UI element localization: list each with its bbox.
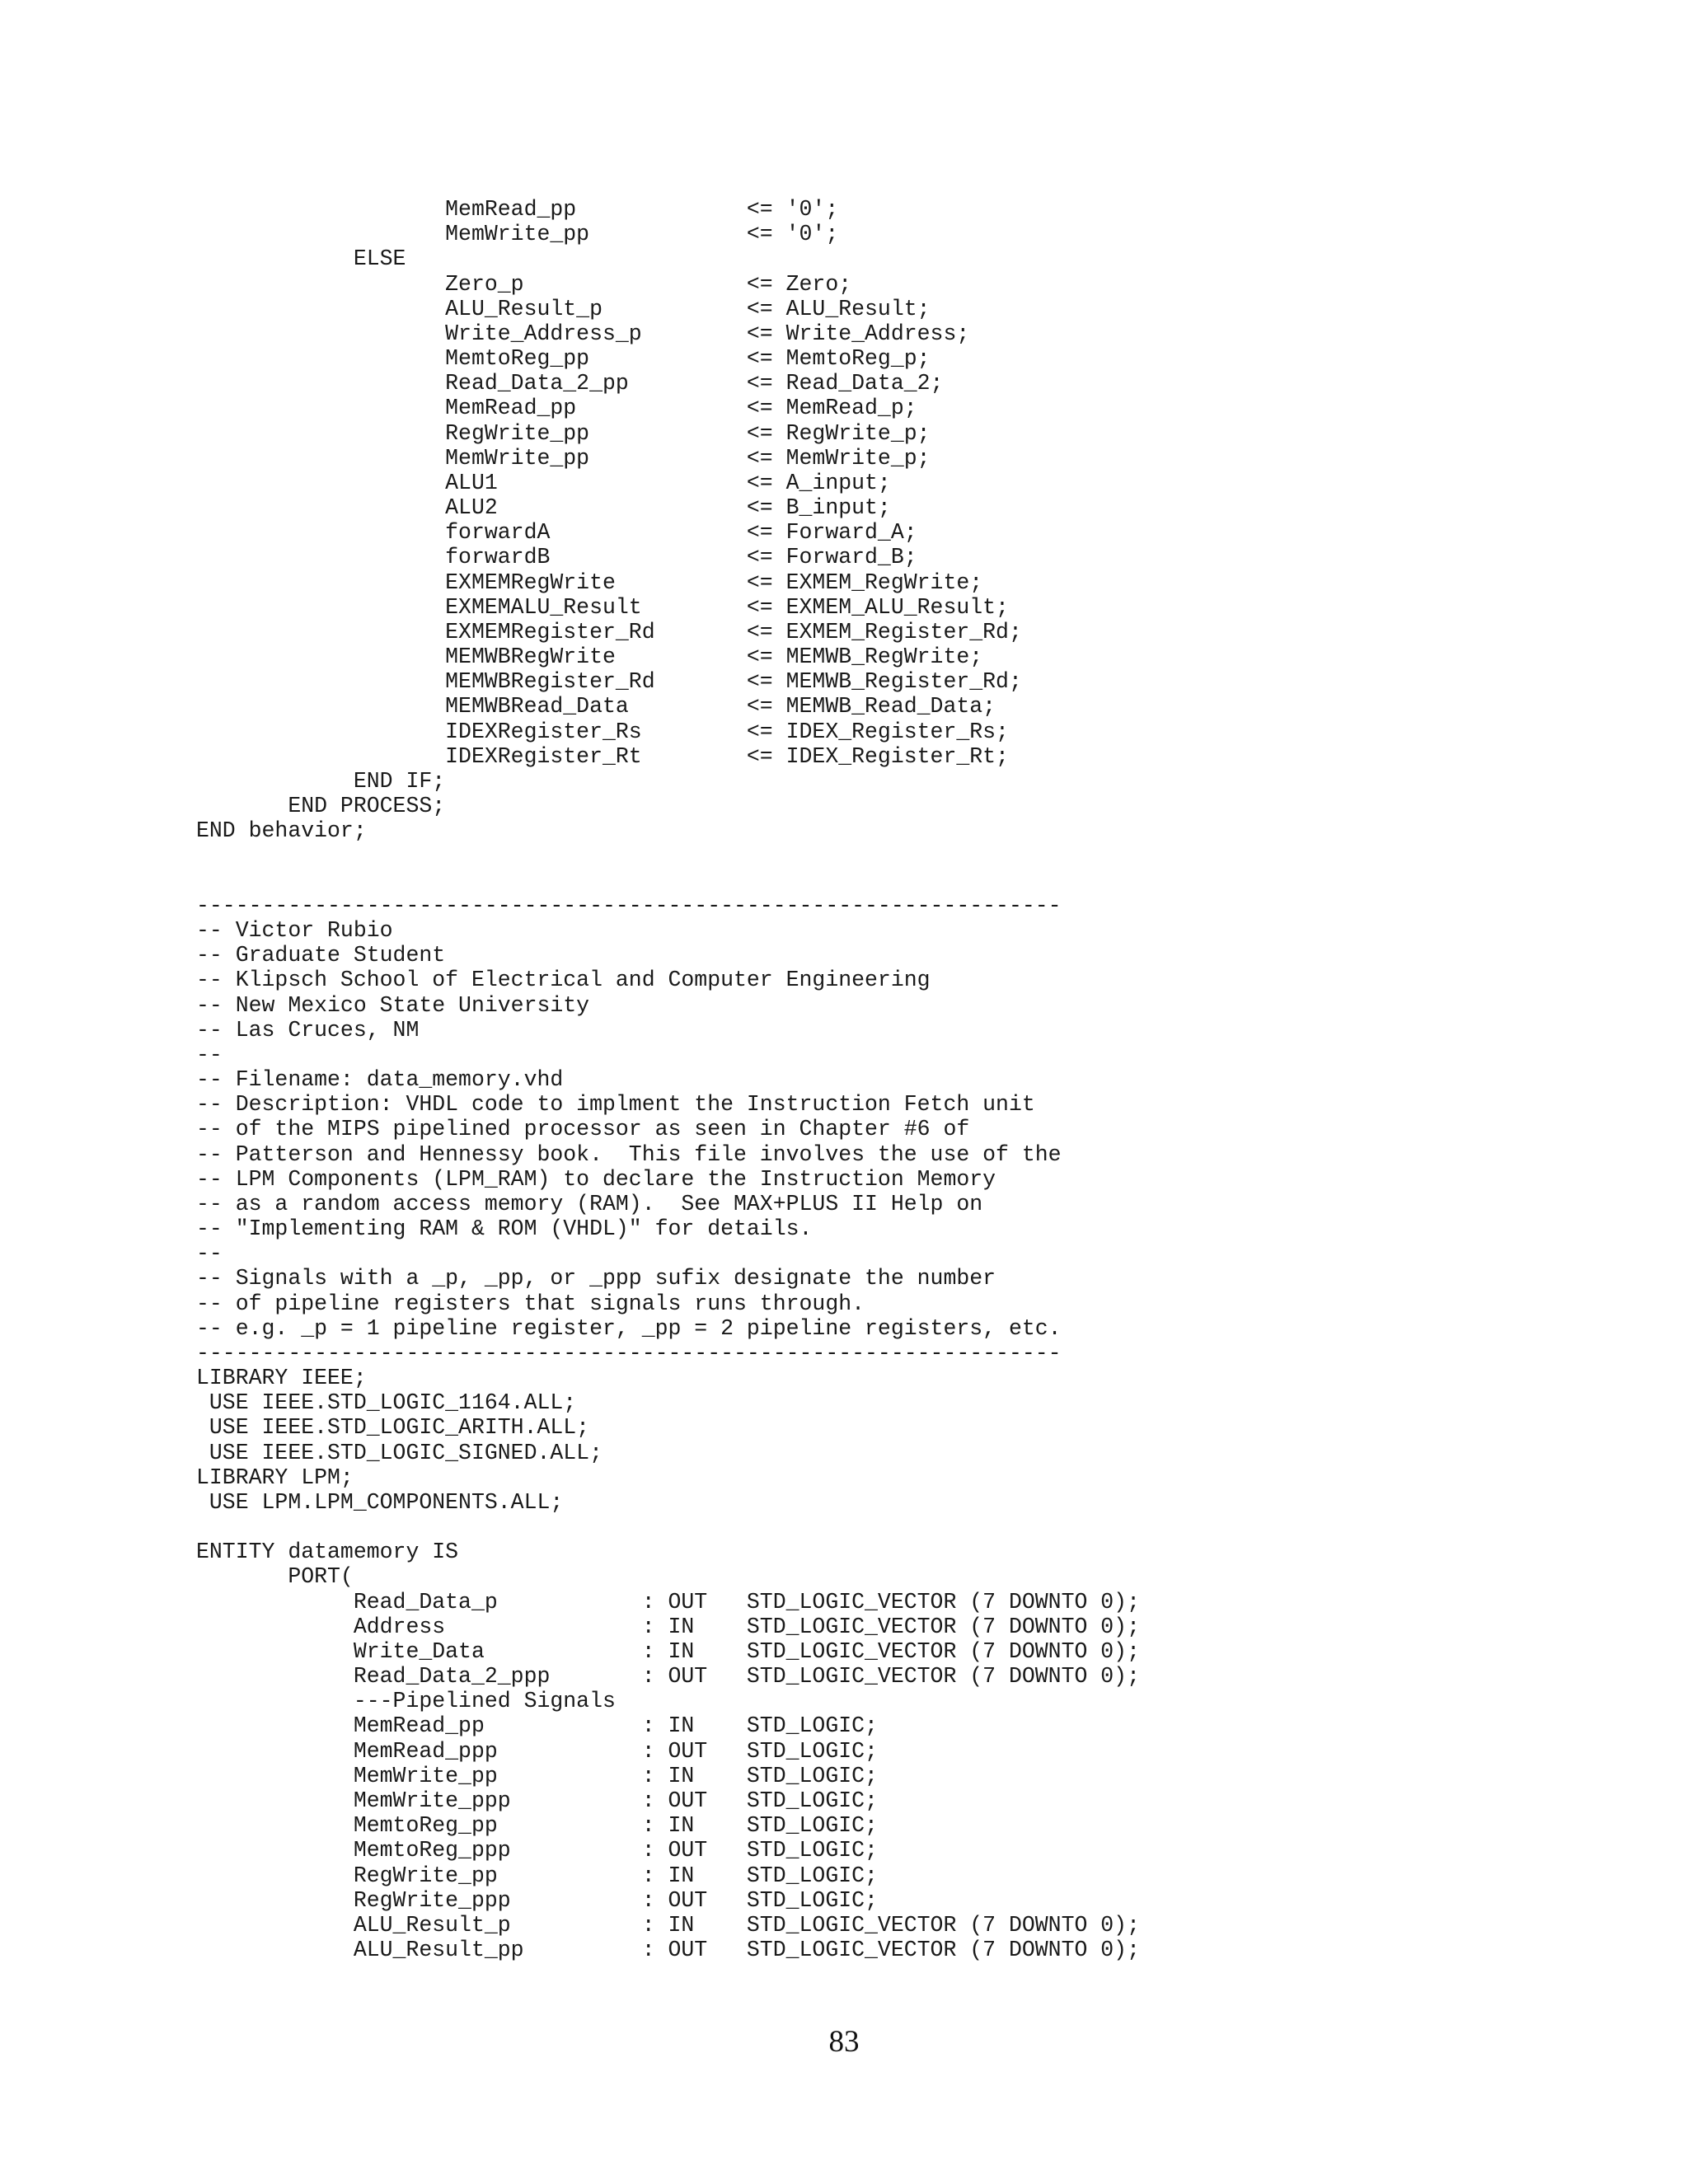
code-line: LIBRARY IEEE; bbox=[196, 1366, 367, 1391]
code-line: MemWrite_pp : IN STD_LOGIC; bbox=[196, 1763, 878, 1788]
code-line: USE LPM.LPM_COMPONENTS.ALL; bbox=[196, 1489, 564, 1515]
code-line: -- Description: VHDL code to implment the Instruction Fetch unit bbox=[196, 1092, 1035, 1118]
code-line: MemtoReg_pp : IN STD_LOGIC; bbox=[196, 1813, 878, 1839]
code-line: Zero_p <= Zero; bbox=[196, 271, 852, 297]
code-line: ------------------------------------------------------------------ bbox=[196, 1340, 1062, 1366]
code-line: MemRead_pp <= '0'; bbox=[196, 197, 839, 222]
code-line: EXMEMALU_Result <= EXMEM_ALU_Result; bbox=[196, 594, 1009, 620]
code-line bbox=[196, 1515, 1140, 1540]
code-line: Address : IN STD_LOGIC_VECTOR (7 DOWNTO 0); bbox=[196, 1614, 1140, 1639]
code-line: MemWrite_pp <= MemWrite_p; bbox=[196, 445, 931, 471]
code-line: LIBRARY LPM; bbox=[196, 1465, 354, 1490]
code-line bbox=[196, 869, 1140, 893]
code-line: RegWrite_pp <= RegWrite_p; bbox=[196, 420, 931, 446]
code-line: ALU2 <= B_input; bbox=[196, 495, 891, 521]
code-line: END PROCESS; bbox=[196, 794, 446, 819]
code-line: -- LPM Components (LPM_RAM) to declare the Instruction Memory bbox=[196, 1166, 996, 1192]
code-line: MemRead_ppp : OUT STD_LOGIC; bbox=[196, 1738, 878, 1764]
code-line: ALU_Result_p : IN STD_LOGIC_VECTOR (7 DOWNTO 0); bbox=[196, 1912, 1140, 1938]
code-line: Read_Data_p : OUT STD_LOGIC_VECTOR (7 DOWNTO 0); bbox=[196, 1589, 1140, 1615]
code-line: ---Pipelined Signals bbox=[196, 1689, 616, 1714]
code-line: EXMEMRegister_Rd <= EXMEM_Register_Rd; bbox=[196, 619, 1022, 644]
code-line: Write_Address_p <= Write_Address; bbox=[196, 321, 970, 346]
code-line: USE IEEE.STD_LOGIC_ARITH.ALL; bbox=[196, 1415, 590, 1441]
code-line: -- bbox=[196, 1042, 223, 1067]
code-line: -- e.g. _p = 1 pipeline register, _pp = 2 pipeline registers, etc. bbox=[196, 1315, 1062, 1341]
code-line: IDEXRegister_Rt <= IDEX_Register_Rt; bbox=[196, 743, 1009, 769]
code-line: ELSE bbox=[196, 246, 406, 272]
code-line: -- of the MIPS pipelined processor as seen in Chapter #6 of bbox=[196, 1117, 970, 1142]
code-line: forwardB <= Forward_B; bbox=[196, 545, 917, 570]
code-line: MEMWBRegister_Rd <= MEMWB_Register_Rd; bbox=[196, 669, 1022, 695]
code-line: -- New Mexico State University bbox=[196, 992, 590, 1018]
code-line: RegWrite_pp : IN STD_LOGIC; bbox=[196, 1863, 878, 1888]
page-number: 83 bbox=[828, 2025, 860, 2059]
code-line: EXMEMRegWrite <= EXMEM_RegWrite; bbox=[196, 569, 983, 595]
code-line: -- bbox=[196, 1241, 223, 1267]
code-line: ALU_Result_pp : OUT STD_LOGIC_VECTOR (7 DOWNTO 0); bbox=[196, 1938, 1140, 1963]
code-line: -- Patterson and Hennessy book. This file involves the use of the bbox=[196, 1141, 1062, 1167]
code-line: ENTITY datamemory IS bbox=[196, 1540, 459, 1565]
code-line: ALU_Result_p <= ALU_Result; bbox=[196, 296, 931, 321]
code-line: MemWrite_ppp : OUT STD_LOGIC; bbox=[196, 1788, 878, 1813]
code-line: -- of pipeline registers that signals runs through. bbox=[196, 1291, 865, 1316]
code-line: MEMWBRegWrite <= MEMWB_RegWrite; bbox=[196, 644, 983, 670]
code-line: MemRead_pp : IN STD_LOGIC; bbox=[196, 1713, 878, 1739]
code-line: END IF; bbox=[196, 768, 446, 794]
code-line: -- Signals with a _p, _pp, or _ppp sufix designate the number bbox=[196, 1266, 996, 1291]
code-line: -- "Implementing RAM & ROM (VHDL)" for details. bbox=[196, 1216, 813, 1242]
code-line: MEMWBRead_Data <= MEMWB_Read_Data; bbox=[196, 694, 996, 719]
code-line: MemRead_pp <= MemRead_p; bbox=[196, 396, 917, 421]
code-line: MemWrite_pp <= '0'; bbox=[196, 222, 839, 247]
code-line: MemtoReg_ppp : OUT STD_LOGIC; bbox=[196, 1838, 878, 1863]
code-line: ------------------------------------------------------------------ bbox=[196, 893, 1062, 918]
code-line: -- Victor Rubio bbox=[196, 917, 393, 943]
code-line: -- as a random access memory (RAM). See MAX+PLUS II Help on bbox=[196, 1191, 983, 1216]
code-line: IDEXRegister_Rs <= IDEX_Register_Rs; bbox=[196, 719, 1009, 744]
code-line: -- Klipsch School of Electrical and Computer Engineering bbox=[196, 968, 931, 993]
code-line: forwardA <= Forward_A; bbox=[196, 520, 917, 546]
code-line: USE IEEE.STD_LOGIC_SIGNED.ALL; bbox=[196, 1440, 603, 1465]
code-line: END behavior; bbox=[196, 818, 367, 844]
code-line: Read_Data_2_ppp : OUT STD_LOGIC_VECTOR (7 DOWNTO 0); bbox=[196, 1664, 1140, 1690]
code-line: Read_Data_2_pp <= Read_Data_2; bbox=[196, 371, 944, 396]
code-line: Write_Data : IN STD_LOGIC_VECTOR (7 DOWNTO 0); bbox=[196, 1638, 1140, 1664]
code-line: -- Filename: data_memory.vhd bbox=[196, 1067, 564, 1093]
code-line: ALU1 <= A_input; bbox=[196, 470, 891, 495]
code-line: -- Las Cruces, NM bbox=[196, 1017, 420, 1043]
code-line: -- Graduate Student bbox=[196, 943, 446, 968]
code-line: RegWrite_ppp : OUT STD_LOGIC; bbox=[196, 1887, 878, 1913]
code-line bbox=[196, 843, 1140, 868]
code-line: USE IEEE.STD_LOGIC_1164.ALL; bbox=[196, 1390, 577, 1416]
code-line: PORT( bbox=[196, 1564, 354, 1590]
code-line: MemtoReg_pp <= MemtoReg_p; bbox=[196, 346, 931, 372]
vhdl-code-listing bbox=[196, 197, 1140, 1962]
